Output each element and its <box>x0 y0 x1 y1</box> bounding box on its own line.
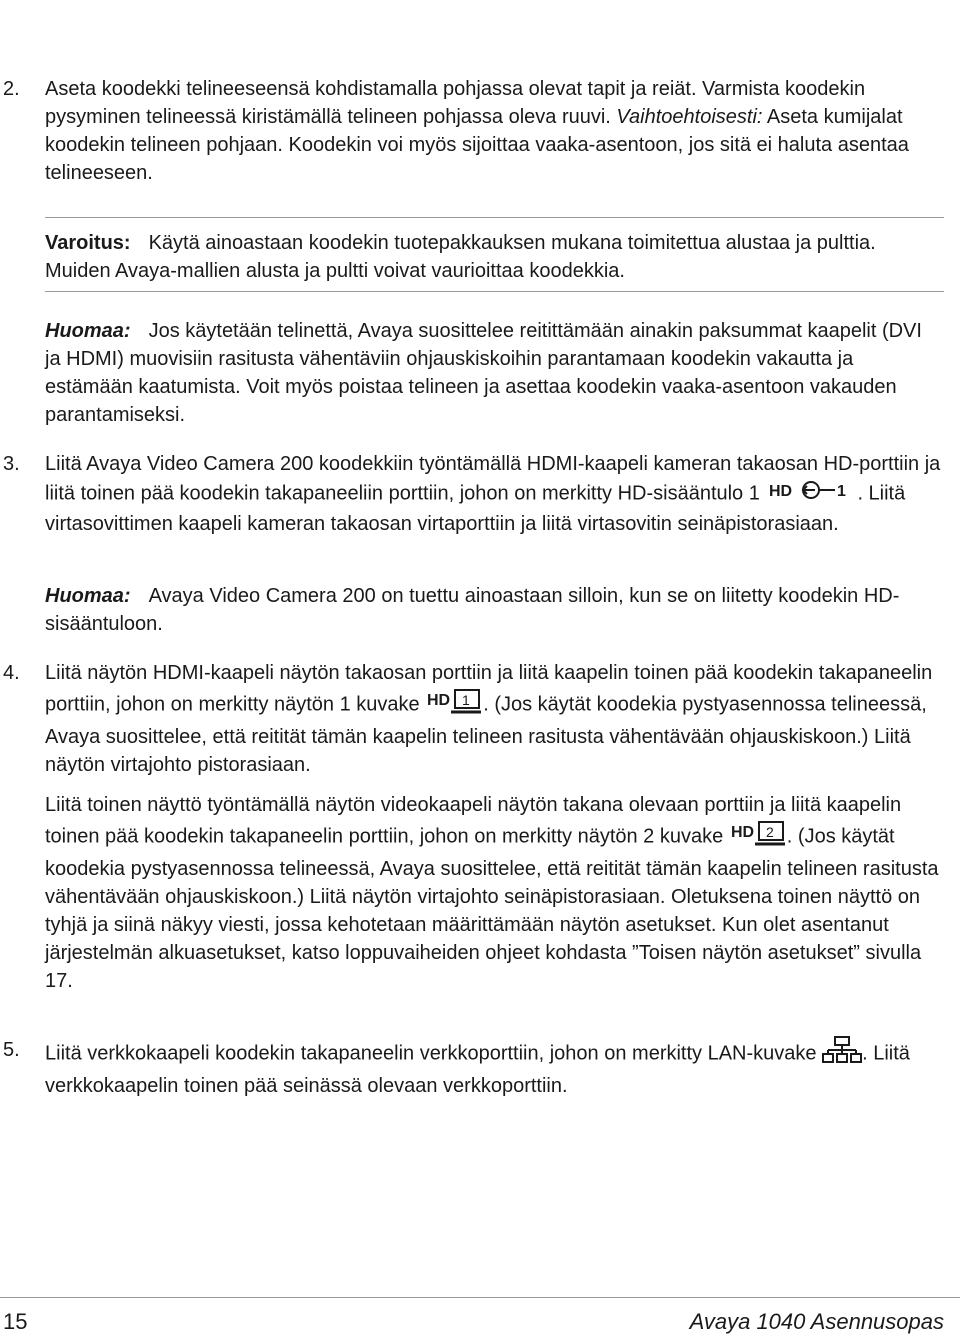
page-number: 15 <box>3 1309 28 1334</box>
step-text-continued: Aseta kumijalat koodekin telineen pohjaan. Koodekin voi myös sijoittaa vaaka-asentoon, jos sitä ei haluta asentaa telineeseen. <box>45 106 909 184</box>
step-text-continued: . Liitä verkkokaapelin toinen pää seinässä olevaan verkkoporttiin. <box>45 1042 910 1097</box>
display-icon-label: HD <box>427 692 451 709</box>
lan-icon <box>822 1036 862 1072</box>
step-body <box>45 450 942 538</box>
display-1-icon <box>425 687 483 723</box>
display-2-icon <box>729 819 787 855</box>
step-text: Liitä Avaya Video Camera 200 koodekkiin työntämällä HDMI-kaapeli kameran takaosan HD-porttiin ja liitä toinen pää koodekin takapaneeliin porttiin, johon on merkitty HD-sisääntulo 1 <box>45 453 941 505</box>
note-1 <box>45 317 942 429</box>
footer-divider <box>0 1297 960 1298</box>
hd-input-icon <box>765 478 857 510</box>
hd-icon-label: HD <box>769 483 793 500</box>
warning-label: Varoitus: <box>45 232 131 254</box>
display-icon-label: HD <box>730 824 754 841</box>
step-number: 5. <box>3 1039 20 1061</box>
hd-icon-number: 1 <box>837 483 847 500</box>
step-number: 3. <box>3 453 20 475</box>
step-text: Liitä näytön HDMI-kaapeli näytön takaosan porttiin ja liitä kaapelin toinen pää koodekin takapaneelin porttiin, johon on merkitty näytön 1 kuvake <box>45 662 933 716</box>
step-body <box>45 659 942 779</box>
step-number: 2. <box>3 78 20 100</box>
warning-text: Käytä ainoastaan koodekin tuotepakkauksen mukana toimitettua alustaa ja pulttia. Muiden Avaya-mallien alusta ja pultti voivat vaurioittaa koodekkia. <box>45 232 876 282</box>
note-2 <box>45 582 942 638</box>
note-text: Avaya Video Camera 200 on tuettu ainoastaan silloin, kun se on liitetty koodekin HD-sisääntuloon. <box>45 585 900 635</box>
divider <box>45 217 944 218</box>
display-icon-number: 2 <box>765 824 774 840</box>
display-icon-number: 1 <box>462 692 471 708</box>
step-number: 4. <box>3 662 20 684</box>
alternative-label: Vaihtoehtoisesti: <box>616 106 763 128</box>
paragraph-text: Liitä toinen näyttö työntämällä näytön videokaapeli näytön takana olevaan porttiin ja liitä kaapelin toinen pää koodekin takapaneelin porttiin, johon on merkitty näytön 2 kuvake <box>45 794 902 848</box>
step-body <box>45 1036 942 1100</box>
paragraph-text-continued: . (Jos käytät koodekia pystyasennossa telineessä, Avaya suosittelee, että reitität tämän kaapelin telineen rasitusta vähentävään ohjauskiskoon.) Liitä näytön virtajohto seinäpistorasiaan. Oletuksena toinen näyttö on tyhjä ja siinä näkyy viesti, jossa kehotetaan määrittämään näytön asetukset. Kun olet asentanut järjestelmän alkuasetukset, katso loppuvaiheiden ohjeet kohdasta ”Toisen näytön asetukset” sivulla 17. <box>45 825 939 992</box>
warning-box <box>45 229 942 285</box>
note-label: Huomaa: <box>45 320 131 342</box>
step-text-continued: . (Jos käytät koodekia pystyasennossa telineessä, Avaya suosittelee, että reitität tämän kaapelin telineen rasitusta vähentävään ohjauskiskoon.) Liitä näytön virtajohto pistorasiaan. <box>45 693 927 776</box>
divider <box>45 291 944 292</box>
document-title: Avaya 1040 Asennusopas <box>689 1309 944 1334</box>
step-body <box>45 75 942 187</box>
step-text: Aseta koodekki telineeseensä kohdistamalla pohjassa olevat tapit ja reiät. Varmista koodekin pysyminen telineessä kiristämällä telineen pohjassa oleva ruuvi. <box>45 78 866 128</box>
note-text: Jos käytetään telinettä, Avaya suosittelee reitittämään ainakin paksummat kaapelit (DVI ja HDMI) muovisiin rasitusta vähentäviin ohjauskiskoihin parantamaan koodekin vakautta ja estämään kaatumista. Voit myös poistaa telineen ja asettaa koodekin vaaka-asentoon vakauden parantamiseksi. <box>45 320 922 426</box>
step-text-continued: . Liitä virtasovittimen kaapeli kameran takaosan virtaporttiin ja liitä virtasovitin seinäpistorasiaan. <box>45 482 906 535</box>
note-label: Huomaa: <box>45 585 131 607</box>
step-text: Liitä verkkokaapeli koodekin takapaneelin verkkoporttiin, johon on merkitty LAN-kuvake <box>45 1042 817 1065</box>
step-4-second-display <box>45 791 942 995</box>
